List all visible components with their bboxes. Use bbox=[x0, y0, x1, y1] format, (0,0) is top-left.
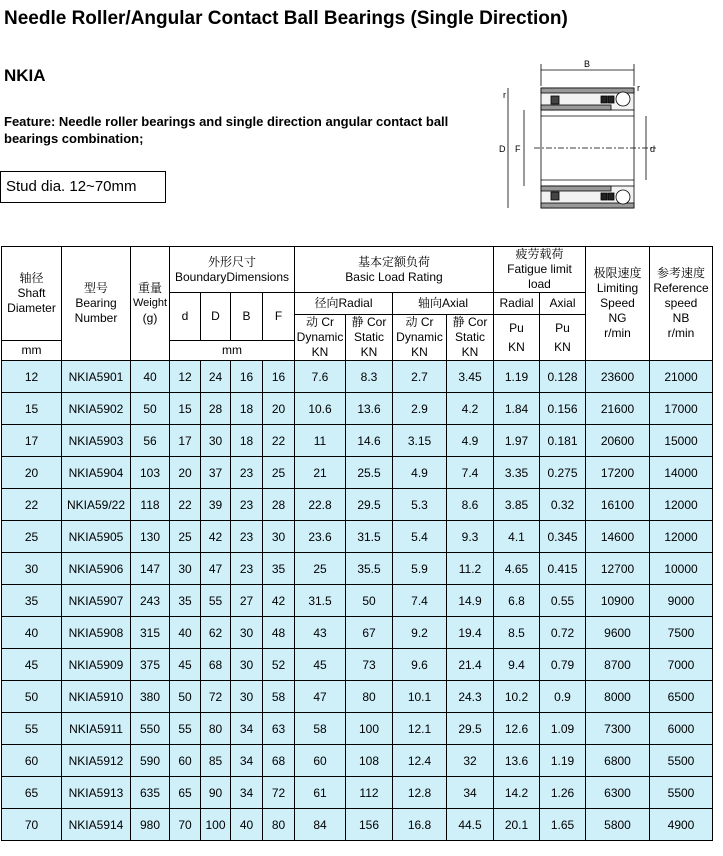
cell-dim-D: 68 bbox=[201, 649, 231, 681]
cell-dim-B: 30 bbox=[231, 617, 263, 649]
cell-pu-axial: 0.55 bbox=[540, 585, 586, 617]
cell-radial-dynamic: 31.5 bbox=[295, 585, 346, 617]
cell-limiting-speed: 7300 bbox=[586, 713, 650, 745]
spec-table-body bbox=[2, 361, 713, 841]
dim-D-label: D bbox=[499, 144, 506, 154]
cell-pu-axial: 0.156 bbox=[540, 393, 586, 425]
cell-radial-static: 14.6 bbox=[346, 425, 393, 457]
cell-bearing-number: NKIA5907 bbox=[62, 585, 131, 617]
cell-shaft-diameter: 15 bbox=[2, 393, 62, 425]
cell-bearing-number: NKIA5911 bbox=[62, 713, 131, 745]
cell-axial-static: 11.2 bbox=[447, 553, 494, 585]
cell-dim-d: 22 bbox=[170, 489, 201, 521]
dim-F-label: F bbox=[515, 144, 521, 154]
cell-shaft-diameter: 30 bbox=[2, 553, 62, 585]
cell-shaft-diameter: 40 bbox=[2, 617, 62, 649]
cell-shaft-diameter: 25 bbox=[2, 521, 62, 553]
cell-bearing-number: NKIA5905 bbox=[62, 521, 131, 553]
cell-axial-static: 34 bbox=[447, 777, 494, 809]
cell-pu-axial: 0.9 bbox=[540, 681, 586, 713]
cell-pu-radial: 14.2 bbox=[494, 777, 540, 809]
header-bearing-number: 型号 Bearing Number bbox=[62, 247, 131, 361]
cell-weight: 103 bbox=[131, 457, 170, 489]
cell-dim-d: 40 bbox=[170, 617, 201, 649]
table-row bbox=[2, 649, 713, 681]
table-row bbox=[2, 745, 713, 777]
cell-dim-B: 23 bbox=[231, 553, 263, 585]
header-radial: 径向Radial bbox=[295, 293, 393, 315]
table-row bbox=[2, 809, 713, 841]
header-fatigue-radial: Radial bbox=[494, 293, 540, 315]
cell-shaft-diameter: 22 bbox=[2, 489, 62, 521]
cell-pu-radial: 9.4 bbox=[494, 649, 540, 681]
cell-reference-speed: 12000 bbox=[650, 521, 713, 553]
cell-dim-B: 34 bbox=[231, 713, 263, 745]
cell-dim-F: 25 bbox=[263, 457, 295, 489]
cell-radial-static: 67 bbox=[346, 617, 393, 649]
header-radial-static: 静 Cor Static KN bbox=[346, 315, 393, 361]
cell-pu-radial: 10.2 bbox=[494, 681, 540, 713]
cell-bearing-number: NKIA5910 bbox=[62, 681, 131, 713]
cell-shaft-diameter: 55 bbox=[2, 713, 62, 745]
cell-pu-radial: 3.35 bbox=[494, 457, 540, 489]
cell-radial-static: 29.5 bbox=[346, 489, 393, 521]
cell-dim-D: 62 bbox=[201, 617, 231, 649]
cell-limiting-speed: 23600 bbox=[586, 361, 650, 393]
cell-dim-D: 30 bbox=[201, 425, 231, 457]
cell-dim-B: 30 bbox=[231, 681, 263, 713]
cell-dim-B: 27 bbox=[231, 585, 263, 617]
cell-axial-dynamic: 5.3 bbox=[393, 489, 447, 521]
cell-weight: 147 bbox=[131, 553, 170, 585]
header-pu-radial: Pu KN bbox=[494, 315, 540, 361]
cell-radial-static: 8.3 bbox=[346, 361, 393, 393]
cell-axial-dynamic: 12.8 bbox=[393, 777, 447, 809]
cell-limiting-speed: 16100 bbox=[586, 489, 650, 521]
cell-pu-radial: 12.6 bbox=[494, 713, 540, 745]
cell-dim-F: 16 bbox=[263, 361, 295, 393]
cell-axial-dynamic: 10.1 bbox=[393, 681, 447, 713]
table-row bbox=[2, 777, 713, 809]
cell-weight: 375 bbox=[131, 649, 170, 681]
cell-dim-D: 85 bbox=[201, 745, 231, 777]
cell-axial-static: 44.5 bbox=[447, 809, 494, 841]
cell-shaft-diameter: 20 bbox=[2, 457, 62, 489]
cell-pu-axial: 0.415 bbox=[540, 553, 586, 585]
cell-dim-D: 90 bbox=[201, 777, 231, 809]
cell-weight: 50 bbox=[131, 393, 170, 425]
cell-shaft-diameter: 50 bbox=[2, 681, 62, 713]
cell-dim-B: 34 bbox=[231, 745, 263, 777]
cell-dim-B: 18 bbox=[231, 425, 263, 457]
cell-axial-dynamic: 9.2 bbox=[393, 617, 447, 649]
cell-weight: 380 bbox=[131, 681, 170, 713]
cell-shaft-diameter: 70 bbox=[2, 809, 62, 841]
cell-limiting-speed: 6800 bbox=[586, 745, 650, 777]
header-radial-dynamic: 动 Cr Dynamic KN bbox=[295, 315, 346, 361]
bearing-cross-section-drawing bbox=[496, 58, 661, 223]
cell-dim-D: 80 bbox=[201, 713, 231, 745]
cell-weight: 980 bbox=[131, 809, 170, 841]
cell-bearing-number: NKIA5908 bbox=[62, 617, 131, 649]
cell-radial-dynamic: 11 bbox=[295, 425, 346, 457]
cell-dim-F: 52 bbox=[263, 649, 295, 681]
dim-r-top-label: r bbox=[637, 83, 640, 93]
cell-radial-static: 73 bbox=[346, 649, 393, 681]
cell-axial-static: 7.4 bbox=[447, 457, 494, 489]
cell-radial-dynamic: 22.8 bbox=[295, 489, 346, 521]
cell-pu-axial: 0.79 bbox=[540, 649, 586, 681]
cell-radial-static: 31.5 bbox=[346, 521, 393, 553]
cell-limiting-speed: 10900 bbox=[586, 585, 650, 617]
cell-dim-F: 20 bbox=[263, 393, 295, 425]
cell-pu-radial: 6.8 bbox=[494, 585, 540, 617]
cell-dim-B: 18 bbox=[231, 393, 263, 425]
cell-reference-speed: 5500 bbox=[650, 777, 713, 809]
cell-dim-D: 55 bbox=[201, 585, 231, 617]
cell-radial-static: 156 bbox=[346, 809, 393, 841]
cell-axial-static: 19.4 bbox=[447, 617, 494, 649]
cell-axial-dynamic: 16.8 bbox=[393, 809, 447, 841]
cell-radial-dynamic: 45 bbox=[295, 649, 346, 681]
cell-shaft-diameter: 60 bbox=[2, 745, 62, 777]
cell-reference-speed: 12000 bbox=[650, 489, 713, 521]
cell-radial-dynamic: 61 bbox=[295, 777, 346, 809]
cell-dim-F: 48 bbox=[263, 617, 295, 649]
header-dim-B: B bbox=[231, 293, 263, 341]
table-row bbox=[2, 393, 713, 425]
cell-limiting-speed: 8000 bbox=[586, 681, 650, 713]
cell-reference-speed: 6000 bbox=[650, 713, 713, 745]
cell-reference-speed: 21000 bbox=[650, 361, 713, 393]
cell-pu-axial: 1.19 bbox=[540, 745, 586, 777]
header-dim-d: d bbox=[170, 293, 201, 341]
cell-pu-axial: 0.181 bbox=[540, 425, 586, 457]
cell-axial-static: 24.3 bbox=[447, 681, 494, 713]
cell-axial-static: 14.9 bbox=[447, 585, 494, 617]
cell-radial-static: 108 bbox=[346, 745, 393, 777]
cell-reference-speed: 15000 bbox=[650, 425, 713, 457]
cell-weight: 56 bbox=[131, 425, 170, 457]
cell-limiting-speed: 14600 bbox=[586, 521, 650, 553]
cell-axial-static: 8.6 bbox=[447, 489, 494, 521]
cell-dim-d: 70 bbox=[170, 809, 201, 841]
cell-dim-d: 55 bbox=[170, 713, 201, 745]
cell-dim-D: 39 bbox=[201, 489, 231, 521]
cell-axial-dynamic: 9.6 bbox=[393, 649, 447, 681]
cell-radial-static: 50 bbox=[346, 585, 393, 617]
cell-dim-D: 100 bbox=[201, 809, 231, 841]
cell-limiting-speed: 9600 bbox=[586, 617, 650, 649]
cell-axial-static: 3.45 bbox=[447, 361, 494, 393]
feature-text: Feature: Needle roller bearings and single direction angular contact ball bearings combination; bbox=[4, 114, 449, 146]
dim-d-label: d bbox=[650, 144, 656, 154]
cell-limiting-speed: 17200 bbox=[586, 457, 650, 489]
cell-dim-F: 22 bbox=[263, 425, 295, 457]
table-row bbox=[2, 553, 713, 585]
cell-dim-B: 23 bbox=[231, 489, 263, 521]
cell-weight: 243 bbox=[131, 585, 170, 617]
cell-dim-D: 42 bbox=[201, 521, 231, 553]
cell-axial-dynamic: 5.4 bbox=[393, 521, 447, 553]
header-axial-static: 静 Cor Static KN bbox=[447, 315, 494, 361]
header-dim-D: D bbox=[201, 293, 231, 341]
cell-dim-d: 30 bbox=[170, 553, 201, 585]
cell-bearing-number: NKIA59/22 bbox=[62, 489, 131, 521]
cell-bearing-number: NKIA5901 bbox=[62, 361, 131, 393]
header-axial: 轴向Axial bbox=[393, 293, 494, 315]
cell-pu-axial: 1.65 bbox=[540, 809, 586, 841]
table-row bbox=[2, 585, 713, 617]
cell-pu-radial: 13.6 bbox=[494, 745, 540, 777]
header-fatigue-load: 疲劳载荷 Fatigue limit load bbox=[494, 247, 586, 293]
cell-reference-speed: 14000 bbox=[650, 457, 713, 489]
cell-bearing-number: NKIA5912 bbox=[62, 745, 131, 777]
cell-dim-d: 35 bbox=[170, 585, 201, 617]
cell-reference-speed: 6500 bbox=[650, 681, 713, 713]
cell-dim-F: 30 bbox=[263, 521, 295, 553]
cell-dim-F: 68 bbox=[263, 745, 295, 777]
cell-radial-dynamic: 47 bbox=[295, 681, 346, 713]
cell-limiting-speed: 5800 bbox=[586, 809, 650, 841]
header-boundary-dimensions: 外形尺寸 BoundaryDimensions bbox=[170, 247, 295, 293]
cell-dim-F: 35 bbox=[263, 553, 295, 585]
cell-limiting-speed: 12700 bbox=[586, 553, 650, 585]
cell-dim-d: 50 bbox=[170, 681, 201, 713]
cell-axial-dynamic: 12.1 bbox=[393, 713, 447, 745]
header-limiting-speed: 极限速度 Limiting Speed NG r/min bbox=[586, 247, 650, 361]
cell-pu-radial: 20.1 bbox=[494, 809, 540, 841]
cell-pu-axial: 1.09 bbox=[540, 713, 586, 745]
cell-axial-dynamic: 5.9 bbox=[393, 553, 447, 585]
cell-dim-B: 16 bbox=[231, 361, 263, 393]
cell-axial-dynamic: 4.9 bbox=[393, 457, 447, 489]
cell-pu-radial: 4.1 bbox=[494, 521, 540, 553]
cell-dim-D: 37 bbox=[201, 457, 231, 489]
model-heading: NKIA bbox=[4, 66, 46, 85]
cell-axial-static: 9.3 bbox=[447, 521, 494, 553]
stud-diameter-box: Stud dia. 12~70mm bbox=[0, 171, 166, 203]
cell-dim-F: 72 bbox=[263, 777, 295, 809]
cell-dim-F: 42 bbox=[263, 585, 295, 617]
page-title: Needle Roller/Angular Contact Ball Bearings (Single Direction) bbox=[4, 8, 568, 29]
table-row bbox=[2, 617, 713, 649]
cell-limiting-speed: 8700 bbox=[586, 649, 650, 681]
cell-radial-static: 80 bbox=[346, 681, 393, 713]
cell-dim-D: 28 bbox=[201, 393, 231, 425]
cell-dim-d: 45 bbox=[170, 649, 201, 681]
cell-bearing-number: NKIA5906 bbox=[62, 553, 131, 585]
header-dims-unit: mm bbox=[170, 341, 295, 361]
cell-weight: 550 bbox=[131, 713, 170, 745]
cell-bearing-number: NKIA5914 bbox=[62, 809, 131, 841]
table-row bbox=[2, 489, 713, 521]
cell-axial-static: 29.5 bbox=[447, 713, 494, 745]
cell-radial-dynamic: 43 bbox=[295, 617, 346, 649]
cell-reference-speed: 7000 bbox=[650, 649, 713, 681]
cell-dim-B: 40 bbox=[231, 809, 263, 841]
cell-reference-speed: 7500 bbox=[650, 617, 713, 649]
cell-radial-static: 25.5 bbox=[346, 457, 393, 489]
cell-dim-B: 23 bbox=[231, 457, 263, 489]
cell-radial-dynamic: 23.6 bbox=[295, 521, 346, 553]
bearing-spec-table bbox=[1, 246, 713, 841]
cell-dim-D: 47 bbox=[201, 553, 231, 585]
cell-dim-d: 60 bbox=[170, 745, 201, 777]
cell-dim-B: 30 bbox=[231, 649, 263, 681]
cell-dim-d: 15 bbox=[170, 393, 201, 425]
cell-dim-D: 24 bbox=[201, 361, 231, 393]
cell-axial-static: 4.9 bbox=[447, 425, 494, 457]
table-row bbox=[2, 713, 713, 745]
dim-r-side-label: r bbox=[503, 90, 506, 100]
cell-bearing-number: NKIA5909 bbox=[62, 649, 131, 681]
table-row bbox=[2, 457, 713, 489]
cell-radial-static: 112 bbox=[346, 777, 393, 809]
cell-weight: 315 bbox=[131, 617, 170, 649]
cell-shaft-diameter: 17 bbox=[2, 425, 62, 457]
cell-reference-speed: 4900 bbox=[650, 809, 713, 841]
cell-axial-static: 32 bbox=[447, 745, 494, 777]
cell-dim-F: 63 bbox=[263, 713, 295, 745]
cell-weight: 130 bbox=[131, 521, 170, 553]
cell-radial-static: 35.5 bbox=[346, 553, 393, 585]
cell-dim-F: 28 bbox=[263, 489, 295, 521]
header-weight: 重量 Weight (g) bbox=[131, 247, 170, 361]
cell-axial-dynamic: 3.15 bbox=[393, 425, 447, 457]
cell-dim-d: 12 bbox=[170, 361, 201, 393]
table-row bbox=[2, 681, 713, 713]
cell-radial-static: 100 bbox=[346, 713, 393, 745]
cell-pu-radial: 4.65 bbox=[494, 553, 540, 585]
cell-pu-radial: 1.97 bbox=[494, 425, 540, 457]
cell-axial-dynamic: 7.4 bbox=[393, 585, 447, 617]
cell-limiting-speed: 20600 bbox=[586, 425, 650, 457]
cell-pu-axial: 0.32 bbox=[540, 489, 586, 521]
cell-bearing-number: NKIA5902 bbox=[62, 393, 131, 425]
cell-shaft-diameter: 12 bbox=[2, 361, 62, 393]
cell-dim-B: 23 bbox=[231, 521, 263, 553]
header-dim-F: F bbox=[263, 293, 295, 341]
cell-radial-dynamic: 60 bbox=[295, 745, 346, 777]
cell-pu-radial: 1.19 bbox=[494, 361, 540, 393]
cell-pu-axial: 1.26 bbox=[540, 777, 586, 809]
cell-shaft-diameter: 45 bbox=[2, 649, 62, 681]
cell-radial-dynamic: 7.6 bbox=[295, 361, 346, 393]
cell-pu-radial: 3.85 bbox=[494, 489, 540, 521]
cell-dim-B: 34 bbox=[231, 777, 263, 809]
cell-weight: 118 bbox=[131, 489, 170, 521]
cell-axial-dynamic: 2.7 bbox=[393, 361, 447, 393]
cell-weight: 40 bbox=[131, 361, 170, 393]
cell-axial-dynamic: 12.4 bbox=[393, 745, 447, 777]
cell-pu-axial: 0.72 bbox=[540, 617, 586, 649]
cell-bearing-number: NKIA5903 bbox=[62, 425, 131, 457]
cell-bearing-number: NKIA5913 bbox=[62, 777, 131, 809]
cell-weight: 635 bbox=[131, 777, 170, 809]
header-shaft-unit: mm bbox=[2, 341, 62, 361]
cell-axial-static: 21.4 bbox=[447, 649, 494, 681]
cell-axial-static: 4.2 bbox=[447, 393, 494, 425]
cell-dim-d: 17 bbox=[170, 425, 201, 457]
header-reference-speed: 参考速度 Reference speed NB r/min bbox=[650, 247, 713, 361]
cell-pu-axial: 0.345 bbox=[540, 521, 586, 553]
cell-bearing-number: NKIA5904 bbox=[62, 457, 131, 489]
cell-pu-axial: 0.128 bbox=[540, 361, 586, 393]
cell-dim-d: 25 bbox=[170, 521, 201, 553]
cell-axial-dynamic: 2.9 bbox=[393, 393, 447, 425]
cell-radial-static: 13.6 bbox=[346, 393, 393, 425]
cell-reference-speed: 10000 bbox=[650, 553, 713, 585]
header-shaft: 轴径 Shaft Diameter bbox=[2, 247, 62, 341]
header-pu-axial: Pu KN bbox=[540, 315, 586, 361]
cell-shaft-diameter: 65 bbox=[2, 777, 62, 809]
table-row bbox=[2, 361, 713, 393]
cell-radial-dynamic: 58 bbox=[295, 713, 346, 745]
cell-dim-d: 65 bbox=[170, 777, 201, 809]
table-row bbox=[2, 521, 713, 553]
cell-dim-F: 80 bbox=[263, 809, 295, 841]
cell-limiting-speed: 21600 bbox=[586, 393, 650, 425]
cell-radial-dynamic: 10.6 bbox=[295, 393, 346, 425]
dim-B-label: B bbox=[584, 59, 591, 69]
cell-dim-D: 72 bbox=[201, 681, 231, 713]
table-row bbox=[2, 425, 713, 457]
cell-limiting-speed: 6300 bbox=[586, 777, 650, 809]
cell-reference-speed: 17000 bbox=[650, 393, 713, 425]
cell-dim-d: 20 bbox=[170, 457, 201, 489]
cell-radial-dynamic: 84 bbox=[295, 809, 346, 841]
cell-pu-radial: 8.5 bbox=[494, 617, 540, 649]
cell-radial-dynamic: 25 bbox=[295, 553, 346, 585]
cell-reference-speed: 9000 bbox=[650, 585, 713, 617]
cell-reference-speed: 5500 bbox=[650, 745, 713, 777]
cell-dim-F: 58 bbox=[263, 681, 295, 713]
cell-pu-axial: 0.275 bbox=[540, 457, 586, 489]
header-fatigue-axial: Axial bbox=[540, 293, 586, 315]
header-axial-dynamic: 动 Cr Dynamic KN bbox=[393, 315, 447, 361]
cell-weight: 590 bbox=[131, 745, 170, 777]
cell-shaft-diameter: 35 bbox=[2, 585, 62, 617]
cell-radial-dynamic: 21 bbox=[295, 457, 346, 489]
cell-pu-radial: 1.84 bbox=[494, 393, 540, 425]
header-basic-load-rating: 基本定额负荷 Basic Load Rating bbox=[295, 247, 494, 293]
